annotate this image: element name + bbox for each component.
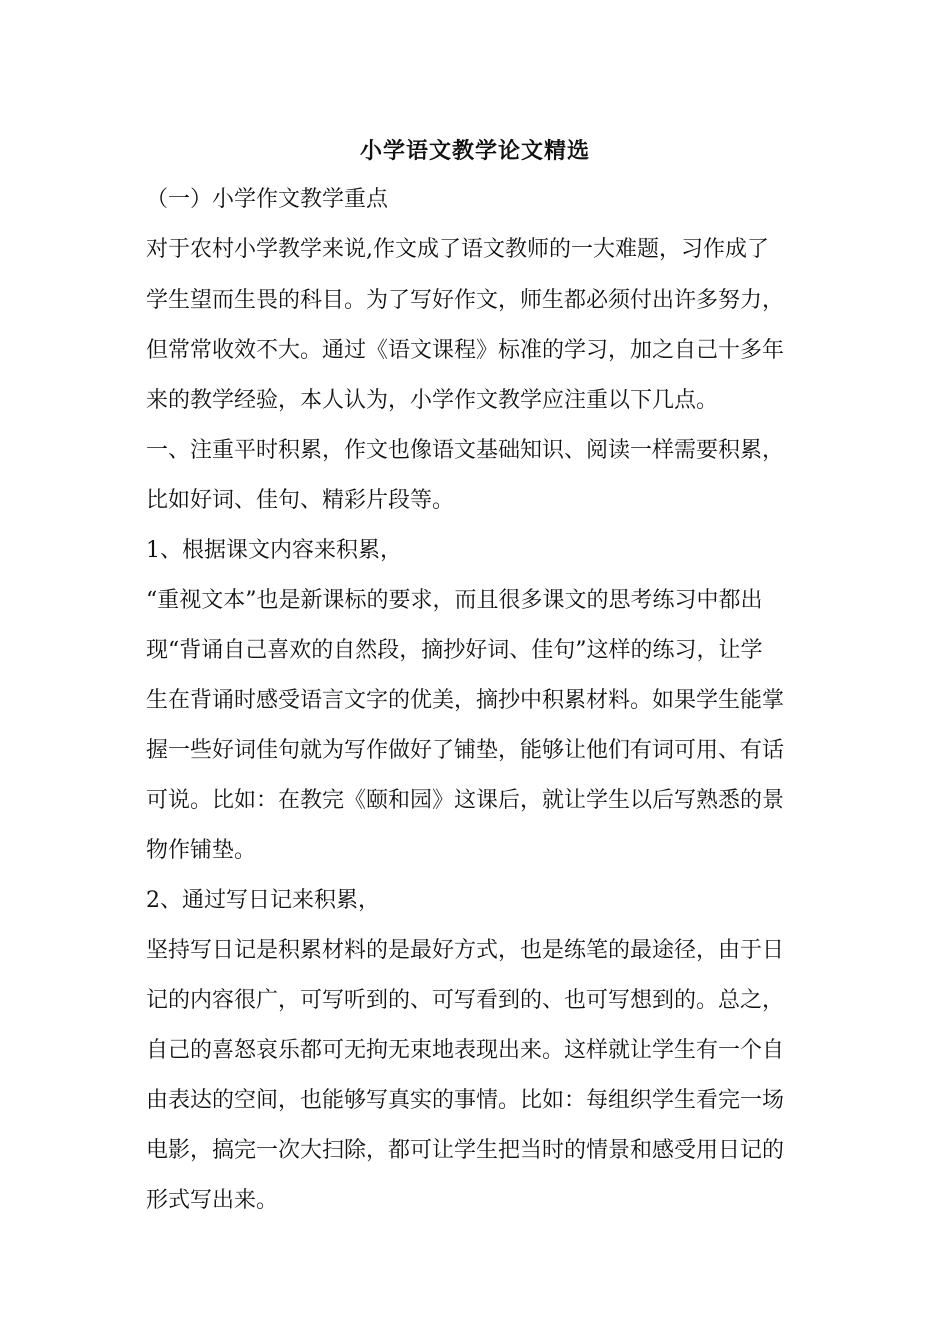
- subsection-heading: 1、根据课文内容来积累，: [146, 538, 402, 563]
- paragraph-line: 一、注重平时积累，作文也像语文基础知识、阅读一样需要积累，: [146, 438, 785, 463]
- subsection-heading: 2、通过写日记来积累，: [146, 888, 380, 913]
- paragraph-line: 由表达的空间，也能够写真实的事情。比如：每组织学生看完一场: [146, 1088, 785, 1113]
- paragraph-line: 对于农村小学教学来说,作文成了语文教师的一大难题，习作成了: [146, 237, 769, 262]
- paragraph-line: 自己的喜怒哀乐都可无拘无束地表现出来。这样就让学生有一个自: [146, 1038, 785, 1063]
- paragraph-line: 但常常收效不大。通过《语文课程》标准的学习，加之自己十多年: [146, 338, 785, 363]
- paragraph-line: 可说。比如：在教完《颐和园》这课后，就让学生以后写熟悉的景: [146, 788, 785, 813]
- paragraph-line: 来的教学经验，本人认为，小学作文教学应注重以下几点。: [146, 388, 719, 413]
- paragraph-line: 电影，搞完一次大扫除，都可让学生把当时的情景和感受用日记的: [146, 1138, 785, 1163]
- paragraph-line: 记的内容很广，可写听到的、可写看到的、也可写想到的。总之，: [146, 988, 785, 1013]
- paragraph-line: 学生望而生畏的科目。为了写好作文，师生都必须付出许多努力，: [146, 288, 785, 313]
- paragraph-line: “重视文本”也是新课标的要求，而且很多课文的思考练习中都出: [146, 588, 763, 613]
- section-heading: （一）小学作文教学重点: [146, 187, 389, 212]
- paragraph-line: 物作铺垫。: [146, 838, 257, 863]
- paragraph-line: 生在背诵时感受语言文字的优美，摘抄中积累材料。如果学生能掌: [146, 688, 785, 713]
- paragraph-line: 握一些好词佳句就为写作做好了铺垫，能够让他们有词可用、有话: [146, 738, 785, 763]
- paragraph-line: 坚持写日记是积累材料的是最好方式，也是练笔的最途径，由于日: [146, 938, 785, 963]
- document-title: 小学语文教学论文精选: [359, 138, 590, 164]
- paragraph-line: 形式写出来。: [146, 1188, 279, 1213]
- paragraph-line: 比如好词、佳句、精彩片段等。: [146, 488, 455, 513]
- paragraph-line: 现“背诵自己喜欢的自然段，摘抄好词、佳句”这样的练习，让学: [146, 638, 763, 663]
